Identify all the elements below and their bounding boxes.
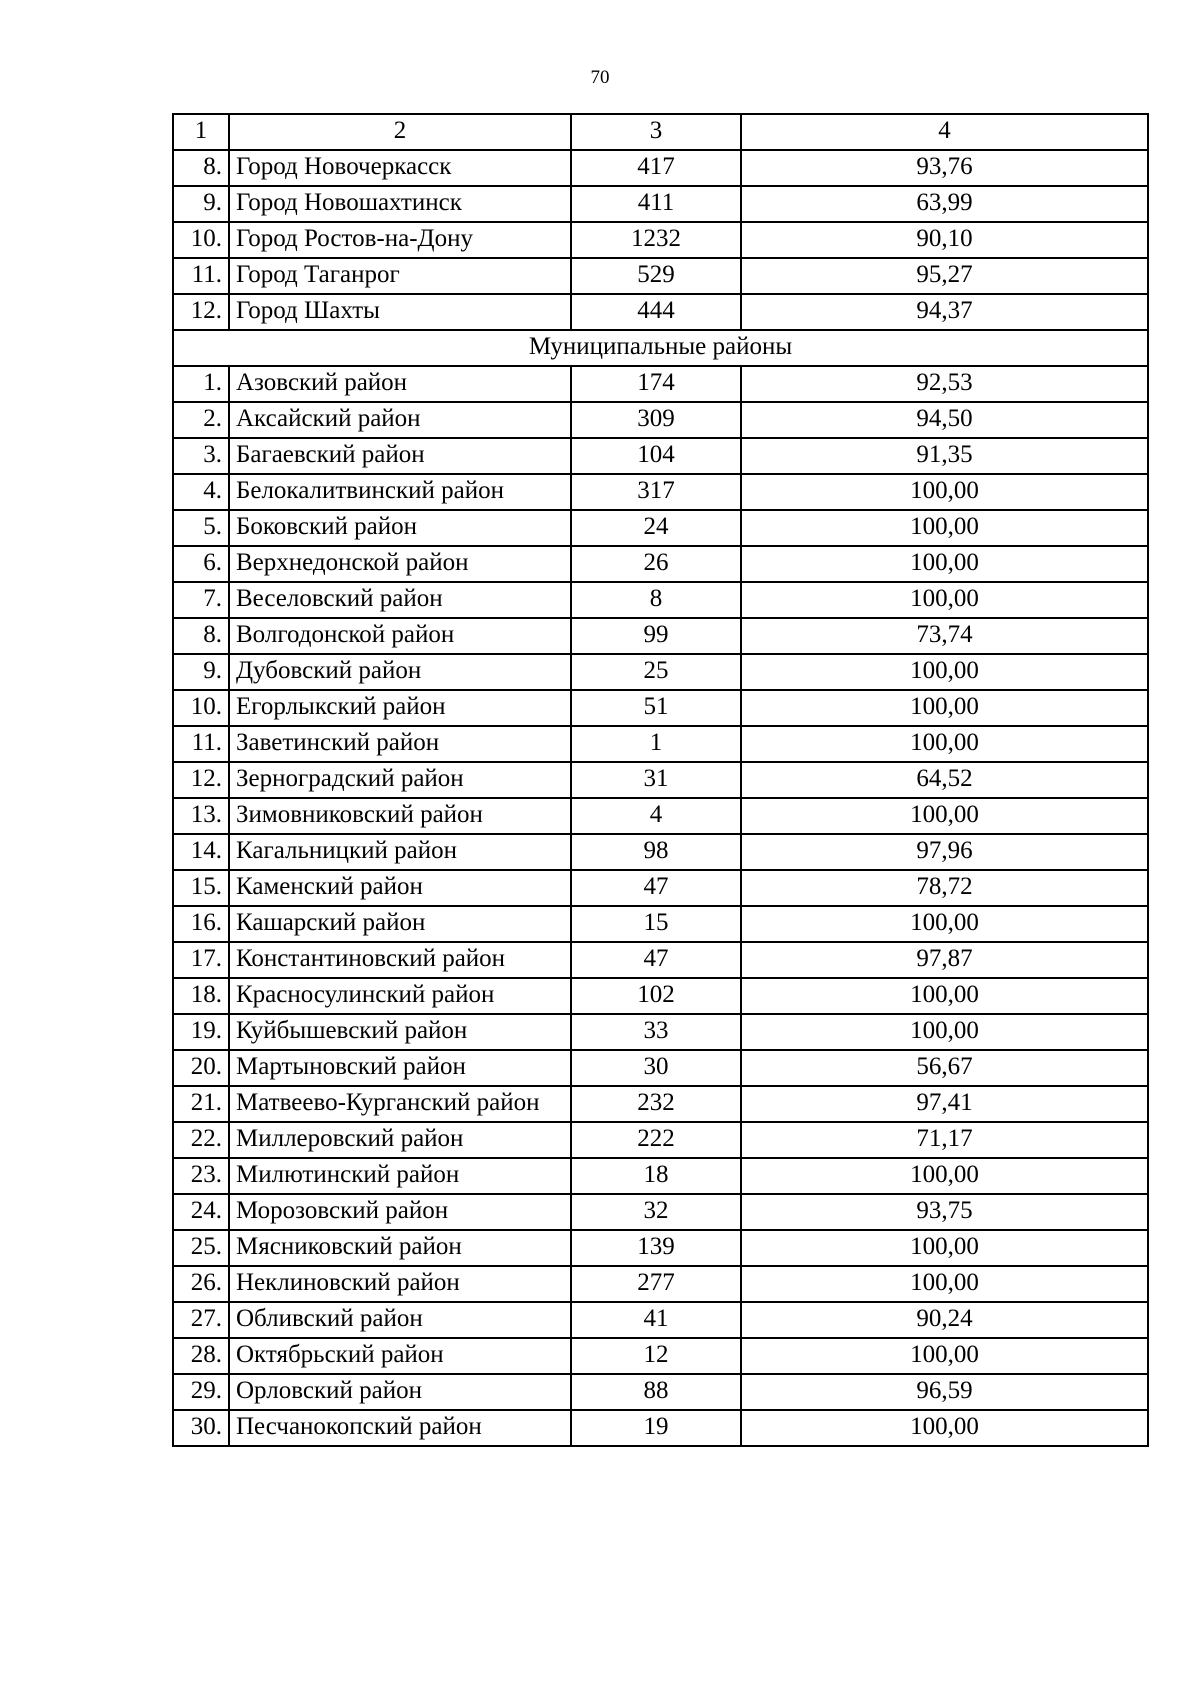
row-name: Кашарский район [229,906,571,942]
row-name: Орловский район [229,1374,571,1410]
row-percent: 56,67 [741,1050,1148,1086]
row-count: 26 [571,546,741,582]
row-count: 98 [571,834,741,870]
table-row [173,798,1148,834]
table-row [173,366,1148,402]
row-percent: 91,35 [741,438,1148,474]
table-row [173,1014,1148,1050]
row-number: 27. [173,1302,229,1338]
row-name: Милютинский район [229,1158,571,1194]
row-name: Багаевский район [229,438,571,474]
row-name: Куйбышевский район [229,1014,571,1050]
row-number: 2. [173,402,229,438]
page-number: 70 [590,67,610,88]
row-name: Неклиновский район [229,1266,571,1302]
data-table [172,113,1149,1447]
table-row [173,438,1148,474]
row-name: Азовский район [229,366,571,402]
row-count: 444 [571,294,741,330]
section-title: Муниципальные районы [173,330,1148,366]
table-row [173,294,1148,330]
row-count: 31 [571,762,741,798]
row-count: 529 [571,258,741,294]
row-name: Город Таганрог [229,258,571,294]
row-percent: 100,00 [741,654,1148,690]
row-number: 24. [173,1194,229,1230]
table-row [173,582,1148,618]
row-name: Дубовский район [229,654,571,690]
table-row [173,402,1148,438]
table-row [173,1374,1148,1410]
table-row [173,1230,1148,1266]
row-percent: 93,75 [741,1194,1148,1230]
header-cell-4: 4 [741,114,1148,150]
row-count: 4 [571,798,741,834]
table-row [173,1410,1148,1446]
row-name: Волгодонской район [229,618,571,654]
row-count: 25 [571,654,741,690]
row-percent: 100,00 [741,1230,1148,1266]
row-percent: 100,00 [741,1014,1148,1050]
table-row [173,618,1148,654]
row-number: 25. [173,1230,229,1266]
row-name: Город Шахты [229,294,571,330]
row-name: Боковский район [229,510,571,546]
row-count: 139 [571,1230,741,1266]
row-number: 1. [173,366,229,402]
header-cell-1: 1 [173,114,229,150]
row-percent: 90,24 [741,1302,1148,1338]
row-count: 12 [571,1338,741,1374]
table-row [173,1122,1148,1158]
table-row [173,258,1148,294]
row-percent: 71,17 [741,1122,1148,1158]
row-percent: 63,99 [741,186,1148,222]
row-name: Егорлыкский район [229,690,571,726]
row-count: 88 [571,1374,741,1410]
row-number: 13. [173,798,229,834]
row-name: Город Новошахтинск [229,186,571,222]
row-count: 51 [571,690,741,726]
table-row [173,942,1148,978]
row-percent: 97,87 [741,942,1148,978]
row-number: 6. [173,546,229,582]
row-name: Зимовниковский район [229,798,571,834]
table-row [173,1194,1148,1230]
row-count: 47 [571,942,741,978]
header-row [173,114,1148,150]
row-number: 14. [173,834,229,870]
row-count: 317 [571,474,741,510]
row-count: 19 [571,1410,741,1446]
row-count: 1232 [571,222,741,258]
row-count: 99 [571,618,741,654]
row-number: 18. [173,978,229,1014]
row-number: 9. [173,186,229,222]
row-name: Мясниковский район [229,1230,571,1266]
table-row [173,870,1148,906]
row-number: 19. [173,1014,229,1050]
row-percent: 100,00 [741,906,1148,942]
row-number: 15. [173,870,229,906]
row-percent: 92,53 [741,366,1148,402]
row-number: 7. [173,582,229,618]
row-name: Миллеровский район [229,1122,571,1158]
row-percent: 100,00 [741,1266,1148,1302]
row-percent: 73,74 [741,618,1148,654]
row-count: 277 [571,1266,741,1302]
table-row [173,150,1148,186]
row-name: Морозовский район [229,1194,571,1230]
row-number: 26. [173,1266,229,1302]
table-row [173,1266,1148,1302]
row-percent: 100,00 [741,510,1148,546]
row-number: 17. [173,942,229,978]
row-count: 417 [571,150,741,186]
header-cell-3: 3 [571,114,741,150]
row-percent: 78,72 [741,870,1148,906]
row-name: Город Ростов-на-Дону [229,222,571,258]
row-count: 24 [571,510,741,546]
row-count: 411 [571,186,741,222]
row-number: 29. [173,1374,229,1410]
row-name: Октябрьский район [229,1338,571,1374]
table-row [173,1338,1148,1374]
row-count: 18 [571,1158,741,1194]
row-percent: 94,37 [741,294,1148,330]
row-percent: 100,00 [741,474,1148,510]
row-name: Каменский район [229,870,571,906]
row-name: Мартыновский район [229,1050,571,1086]
table-row [173,1050,1148,1086]
row-percent: 93,76 [741,150,1148,186]
row-name: Константиновский район [229,942,571,978]
row-number: 12. [173,762,229,798]
row-number: 5. [173,510,229,546]
row-name: Песчанокопский район [229,1410,571,1446]
row-count: 8 [571,582,741,618]
header-cell-2: 2 [229,114,571,150]
row-count: 30 [571,1050,741,1086]
row-percent: 97,96 [741,834,1148,870]
row-name: Город Новочеркасск [229,150,571,186]
row-number: 21. [173,1086,229,1122]
row-count: 33 [571,1014,741,1050]
row-name: Красносулинский район [229,978,571,1014]
row-name: Матвеево-Курганский район [229,1086,571,1122]
row-name: Зерноградский район [229,762,571,798]
row-count: 222 [571,1122,741,1158]
row-number: 16. [173,906,229,942]
row-percent: 100,00 [741,1158,1148,1194]
row-count: 104 [571,438,741,474]
row-number: 22. [173,1122,229,1158]
row-count: 47 [571,870,741,906]
table-row [173,1158,1148,1194]
row-count: 232 [571,1086,741,1122]
row-percent: 64,52 [741,762,1148,798]
row-percent: 100,00 [741,690,1148,726]
row-name: Кагальницкий район [229,834,571,870]
table-row [173,186,1148,222]
row-percent: 100,00 [741,726,1148,762]
table-row [173,726,1148,762]
row-percent: 94,50 [741,402,1148,438]
row-count: 32 [571,1194,741,1230]
row-name: Белокалитвинский район [229,474,571,510]
row-count: 102 [571,978,741,1014]
row-percent: 95,27 [741,258,1148,294]
section-row [173,330,1148,366]
row-name: Аксайский район [229,402,571,438]
row-number: 20. [173,1050,229,1086]
row-percent: 100,00 [741,582,1148,618]
row-number: 11. [173,726,229,762]
row-percent: 100,00 [741,798,1148,834]
row-name: Верхнедонской район [229,546,571,582]
row-percent: 100,00 [741,546,1148,582]
table-row [173,546,1148,582]
table-row [173,906,1148,942]
table-row [173,978,1148,1014]
row-percent: 96,59 [741,1374,1148,1410]
row-percent: 97,41 [741,1086,1148,1122]
row-percent: 100,00 [741,1410,1148,1446]
row-count: 41 [571,1302,741,1338]
row-number: 3. [173,438,229,474]
row-count: 309 [571,402,741,438]
table-row [173,690,1148,726]
row-percent: 90,10 [741,222,1148,258]
table-row [173,834,1148,870]
table-row [173,222,1148,258]
row-name: Веселовский район [229,582,571,618]
row-number: 8. [173,150,229,186]
table-row [173,654,1148,690]
row-number: 10. [173,222,229,258]
table-row [173,474,1148,510]
table-row [173,1302,1148,1338]
row-count: 174 [571,366,741,402]
row-number: 28. [173,1338,229,1374]
row-number: 4. [173,474,229,510]
row-number: 30. [173,1410,229,1446]
row-number: 8. [173,618,229,654]
table-row [173,510,1148,546]
table-row [173,762,1148,798]
row-count: 1 [571,726,741,762]
row-count: 15 [571,906,741,942]
row-number: 23. [173,1158,229,1194]
row-number: 12. [173,294,229,330]
row-number: 10. [173,690,229,726]
row-number: 11. [173,258,229,294]
row-percent: 100,00 [741,978,1148,1014]
row-percent: 100,00 [741,1338,1148,1374]
row-name: Обливский район [229,1302,571,1338]
table-row [173,1086,1148,1122]
row-number: 9. [173,654,229,690]
row-name: Заветинский район [229,726,571,762]
